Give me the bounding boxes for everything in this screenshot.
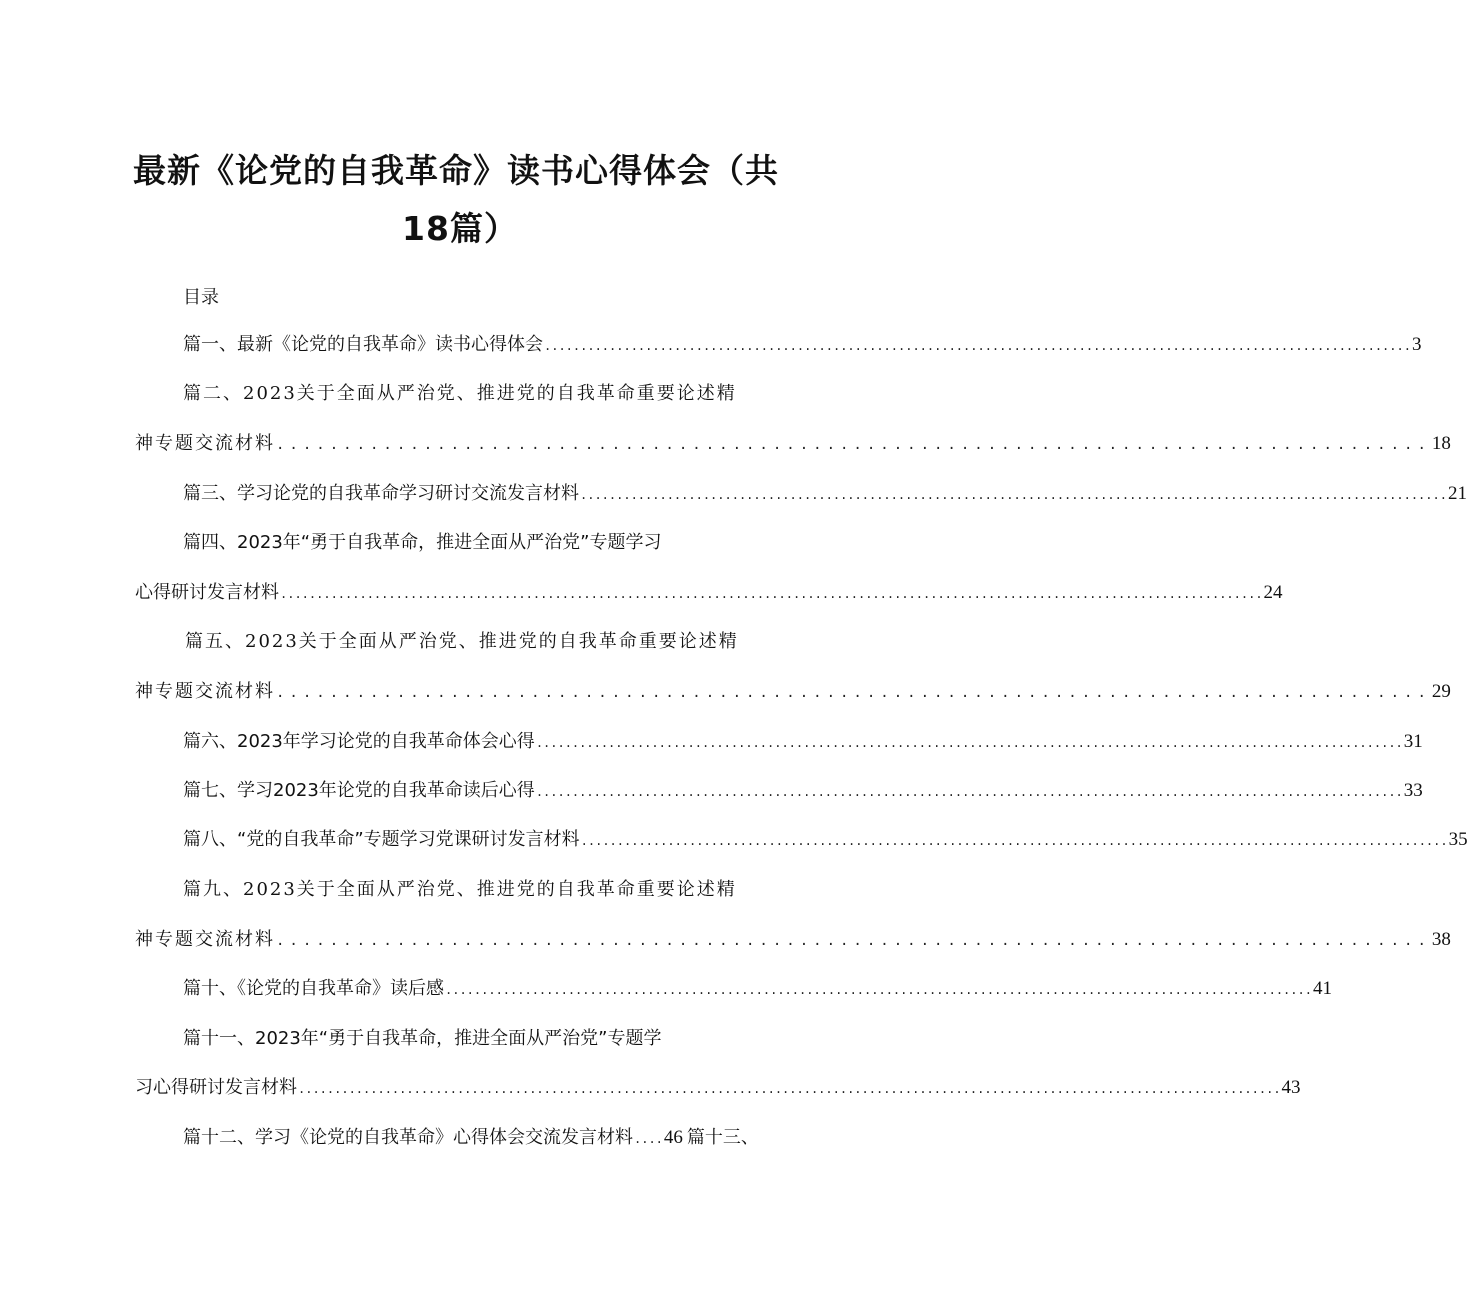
toc-leader-dots: ........................................................................................................................................ (298, 1082, 1281, 1096)
toc-entry-text: 篇五、2023关于全面从严治党、推进党的自我革命重要论述精 (185, 631, 739, 652)
toc-entry-text: 篇九、2023关于全面从严治党、推进党的自我革命重要论述精 (183, 879, 737, 900)
toc-entry-3[interactable] (183, 480, 1467, 508)
toc-leader-dots: .... (634, 1132, 663, 1146)
toc-entry-trailing-text: 篇十三、 (686, 1127, 759, 1148)
toc-entry-text: 神专题交流材料 (135, 681, 275, 702)
toc-entry-1[interactable] (183, 331, 1422, 359)
toc-leader-dots: ........................................................................................................................................ (280, 587, 1263, 601)
toc-entry-4-line-1[interactable] (183, 529, 661, 557)
toc-entry-text: 心得研讨发言材料 (135, 582, 279, 603)
toc-leader-dots: ........................................................................................................................ (535, 736, 1403, 750)
toc-leader-dots: ........................................................................................................................ (580, 488, 1447, 502)
toc-entry-11-line-1[interactable] (183, 1025, 661, 1053)
toc-entry-text: 篇十、《论党的自我革命》读后感 (183, 978, 444, 999)
toc-entry-page: 43 (1281, 1077, 1301, 1098)
toc-entry-text: 篇八、“党的自我革命”专题学习党课研讨发言材料 (183, 829, 580, 850)
toc-entry-text: 篇七、学习2023年论党的自我革命读后心得 (183, 780, 535, 801)
toc-entry-11-line-2[interactable] (135, 1074, 1301, 1102)
toc-entry-5-line-1[interactable] (185, 628, 739, 656)
toc-leader-dots: ...................................................................................... (276, 685, 1431, 701)
toc-leader-dots: ...................................................................................... (276, 437, 1431, 453)
toc-entry-page: 18 (1431, 433, 1451, 454)
toc-entry-text: 篇十二、学习《论党的自我革命》心得体会交流发言材料 (183, 1127, 633, 1148)
toc-entry-page: 38 (1431, 929, 1451, 950)
toc-entry-text: 神专题交流材料 (135, 929, 275, 950)
toc-entry-page: 46 (663, 1127, 683, 1148)
toc-entry-text: 神专题交流材料 (135, 433, 275, 454)
toc-entry-page: 31 (1403, 731, 1423, 752)
toc-entry-page: 33 (1403, 780, 1423, 801)
title-line-1: 最新《论党的自我革命》读书心得体会（共 (133, 151, 779, 190)
toc-entry-page: 41 (1312, 978, 1332, 999)
toc-label: 目录 (183, 287, 219, 308)
toc-entry-12[interactable] (183, 1124, 759, 1152)
toc-entry-text: 篇三、学习论党的自我革命学习研讨交流发言材料 (183, 483, 579, 504)
toc-entry-5-line-2[interactable] (135, 678, 1451, 706)
toc-entry-page: 29 (1431, 681, 1451, 702)
toc-entry-text: 篇二、2023关于全面从严治党、推进党的自我革命重要论述精 (183, 383, 737, 404)
toc-leader-dots: ........................................................................................................................ (535, 785, 1403, 799)
toc-entry-text: 篇十一、2023年“勇于自我革命，推进全面从严治党”专题学 (183, 1028, 662, 1049)
toc-entry-6[interactable] (183, 728, 1423, 756)
toc-leader-dots: ........................................................................................................................ (580, 834, 1448, 848)
toc-entry-page: 24 (1263, 582, 1283, 603)
toc-entry-text: 篇一、最新《论党的自我革命》读书心得体会 (183, 334, 543, 355)
toc-entry-page: 35 (1448, 829, 1468, 850)
title-line-2: 18篇） (402, 209, 518, 248)
toc-entry-text: 篇六、2023年学习论党的自我革命体会心得 (183, 731, 535, 752)
toc-entry-9-line-2[interactable] (135, 926, 1451, 954)
toc-entry-page: 21 (1447, 483, 1467, 504)
toc-entry-4-line-2[interactable] (135, 579, 1283, 607)
toc-entry-text: 篇四、2023年“勇于自我革命，推进全面从严治党”专题学习 (183, 532, 662, 553)
toc-entry-2-line-2[interactable] (135, 430, 1451, 458)
toc-leader-dots: ........................................................................................................................ (445, 983, 1312, 997)
toc-entry-8[interactable] (183, 826, 1468, 854)
toc-entry-text: 习心得研讨发言材料 (135, 1077, 297, 1098)
toc-leader-dots: ........................................................................................................................ (544, 339, 1411, 353)
toc-entry-10[interactable] (183, 975, 1332, 1003)
toc-entry-9-line-1[interactable] (183, 876, 737, 904)
toc-entry-7[interactable] (183, 777, 1423, 805)
toc-entry-page: 3 (1411, 334, 1422, 355)
toc-leader-dots: ...................................................................................... (276, 933, 1431, 949)
toc-entry-2-line-1[interactable] (183, 380, 737, 408)
